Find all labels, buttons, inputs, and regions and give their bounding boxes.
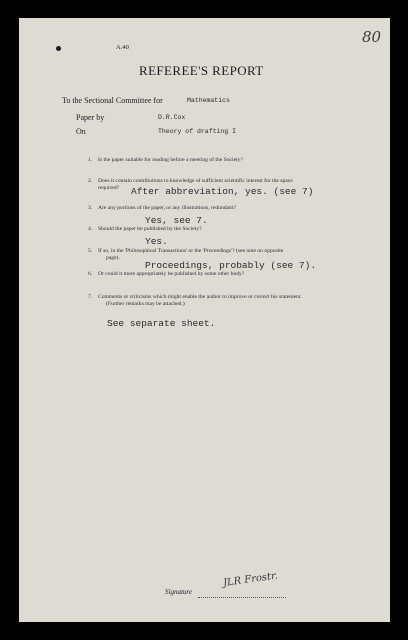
question-2-number: 2. <box>88 178 93 184</box>
question-1-text: Is the paper suitable for reading before a meeting of the Society? <box>98 157 243 163</box>
question-7-text-cont: (Further remarks may be attached.) <box>106 301 185 307</box>
punch-hole-dot <box>56 46 61 51</box>
signature-handwritten: JLR Frostr. <box>222 570 279 589</box>
question-3-number: 3. <box>88 205 93 211</box>
question-1-number: 1. <box>88 157 93 163</box>
question-6-text: Or could it more appropriately be published by some other body? <box>98 271 245 277</box>
question-4-number: 4. <box>88 226 93 232</box>
page-title: REFEREE'S REPORT <box>139 63 264 78</box>
question-4-text: Should the paper be published by the Society? <box>98 226 202 232</box>
paper-by-value: D.R.Cox <box>158 114 186 121</box>
question-5-text-cont: page). <box>106 255 120 261</box>
question-2-text: Does it contain contributions to knowledge of sufficient scientific interest for the space <box>98 178 293 184</box>
question-6-number: 6. <box>88 271 93 277</box>
question-5-answer: Proceedings, probably (see 7). <box>145 260 317 271</box>
on-label: On <box>76 127 86 136</box>
paper-by-label: Paper by <box>76 113 105 122</box>
question-5-number: 5. <box>88 248 93 254</box>
committee-label: To the Sectional Committee for <box>62 96 163 105</box>
question-7-text: Comments or criticisms which might enable the author to improve or correct his statement. <box>98 294 302 300</box>
signature-label: Signature <box>165 588 192 596</box>
page-number: 80 <box>362 28 382 46</box>
signature-line <box>198 597 286 598</box>
question-7-number: 7. <box>88 294 93 300</box>
question-5-text: If so, in the 'Philosophical Transactions' or the 'Proceedings'? (see note on opposite <box>98 248 284 254</box>
form-code: A.40 <box>116 44 129 51</box>
question-2-text-cont: required? <box>98 185 120 191</box>
question-3-answer: Yes, see 7. <box>145 215 208 226</box>
question-3-text: Are any portions of the paper, or any illustrations, redundant? <box>98 205 236 211</box>
question-4-answer: Yes. <box>145 236 168 247</box>
committee-value: Mathematics <box>187 97 230 104</box>
question-7-answer: See separate sheet. <box>107 318 216 329</box>
question-2-answer: After abbreviation, yes. (see 7) <box>131 186 314 197</box>
on-value: Theory of drafting I <box>158 128 237 135</box>
